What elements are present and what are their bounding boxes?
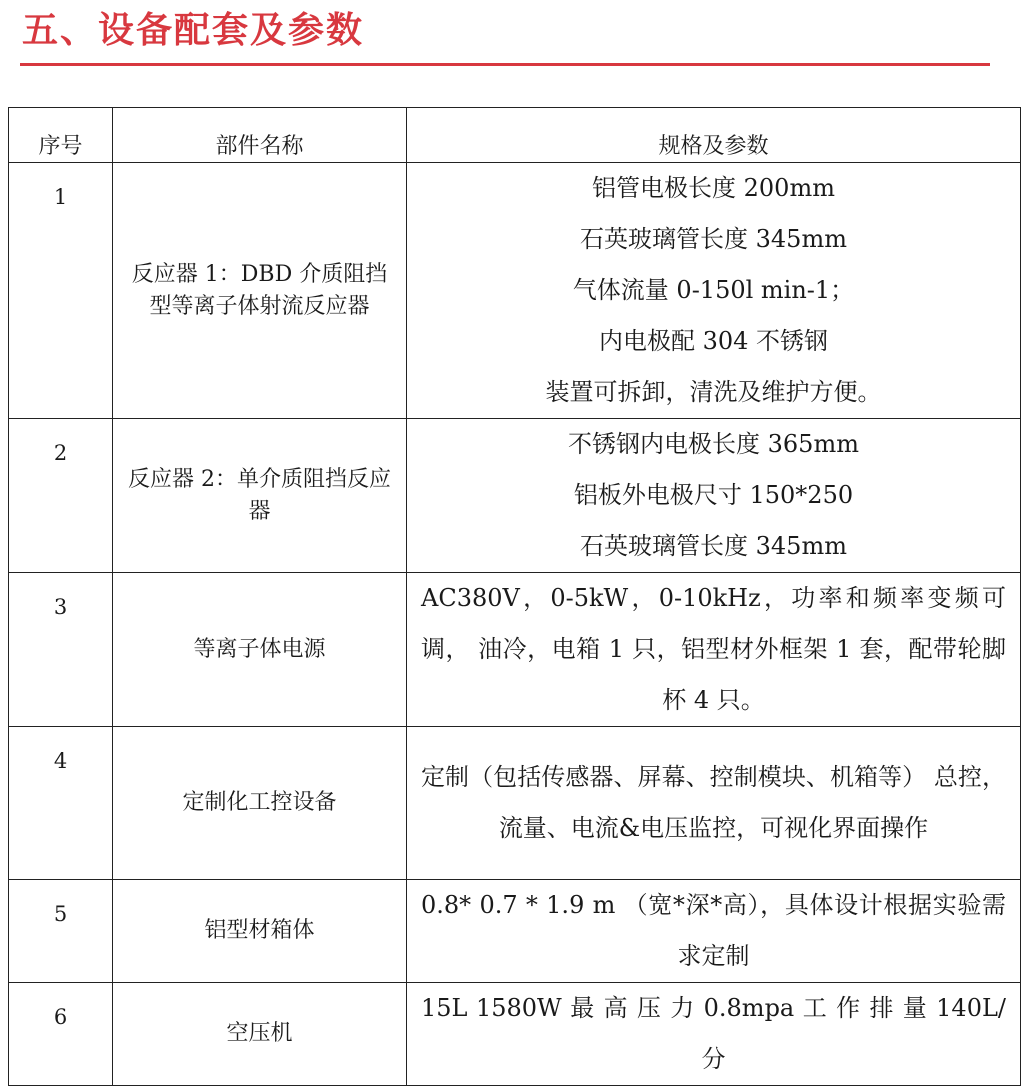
spec-text: 定制（包括传感器、屏幕、控制模块、机箱等） 总控，流量、电流&电压监控，可视化界面操作 xyxy=(421,763,1006,842)
spec-line: 装置可拆卸，清洗及维护方便。 xyxy=(545,378,882,406)
row-seq: 3 xyxy=(9,573,113,727)
spec-line: 不锈钢内电极长度 365mm xyxy=(568,430,859,458)
row-seq: 5 xyxy=(9,880,113,983)
header-part-name: 部件名称 xyxy=(113,108,407,163)
spec-line: 石英玻璃管长度 345mm xyxy=(580,225,847,253)
row-seq: 4 xyxy=(9,727,113,880)
row-spec xyxy=(407,573,1021,727)
row-spec xyxy=(407,727,1021,880)
row-spec xyxy=(407,880,1021,983)
table-row xyxy=(9,983,1021,1086)
row-part-name: 空压机 xyxy=(113,983,407,1086)
row-part-name: 反应器 1：DBD 介质阻挡型等离子体射流反应器 xyxy=(113,163,407,419)
spec-line: 石英玻璃管长度 345mm xyxy=(580,532,847,560)
row-seq: 2 xyxy=(9,419,113,573)
row-part-name: 反应器 2：单介质阻挡反应器 xyxy=(113,419,407,573)
table-row xyxy=(9,573,1021,727)
spec-line: 铝板外电极尺寸 150*250 xyxy=(573,481,854,509)
row-seq: 6 xyxy=(9,983,113,1086)
spec-text: 15L 1580W 最 高 压 力 0.8mpa 工 作 排 量 140L/分 xyxy=(421,994,1006,1073)
header-spec: 规格及参数 xyxy=(407,108,1021,163)
row-spec xyxy=(407,163,1021,419)
spec-line: 气体流量 0-150l min-1； xyxy=(572,276,855,304)
row-part-name: 等离子体电源 xyxy=(113,573,407,727)
row-part-name: 定制化工控设备 xyxy=(113,727,407,880)
row-spec xyxy=(407,983,1021,1086)
header-seq: 序号 xyxy=(9,108,113,163)
table-header-row xyxy=(9,108,1021,163)
section-title: 五、设备配套及参数 xyxy=(22,10,365,51)
equipment-spec-table xyxy=(8,107,1021,1086)
table-row xyxy=(9,727,1021,880)
title-underline xyxy=(20,63,990,66)
table-row xyxy=(9,880,1021,983)
spec-text: 0.8* 0.7 * 1.9 m （宽*深*高），具体设计根据实验需求定制 xyxy=(421,891,1006,970)
table-row xyxy=(9,163,1021,419)
row-seq: 1 xyxy=(9,163,113,419)
spec-line: 铝管电极长度 200mm xyxy=(592,174,835,202)
row-spec xyxy=(407,419,1021,573)
table-row xyxy=(9,419,1021,573)
row-part-name: 铝型材箱体 xyxy=(113,880,407,983)
spec-line: 内电极配 304 不锈钢 xyxy=(598,327,829,355)
spec-text: AC380V，0-5kW，0-10kHz，功率和频率变频可调， 油冷，电箱 1 只，铝型材外框架 1 套，配带轮脚 杯 4 只。 xyxy=(421,584,1006,714)
